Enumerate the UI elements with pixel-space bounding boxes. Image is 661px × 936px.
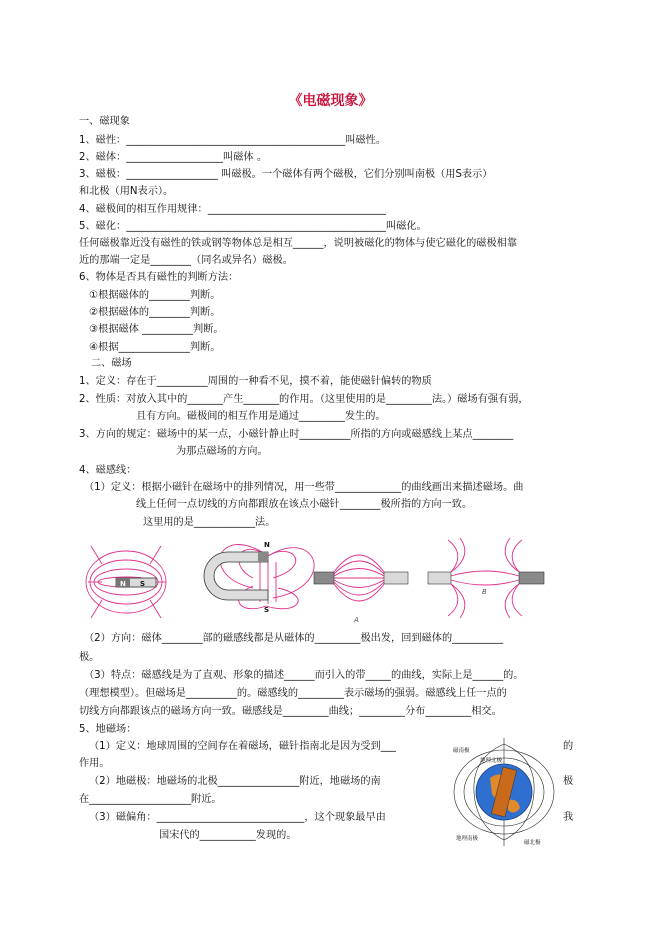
list-item: ①根据磁体的________判断。: [89, 290, 221, 301]
earth-magnetic-field-figure: [452, 738, 557, 846]
bar-n-label: N: [120, 580, 126, 588]
text-line: 近的那端一定是________（同名或异名）磁极。: [79, 255, 293, 266]
text-line: 在____________________附近。: [79, 794, 222, 805]
text-line: 作用。: [79, 758, 110, 769]
unlike-poles-field-lines: [334, 555, 384, 601]
text-line: （1）定义：根据小磁针在磁场中的排列情况，用一些带_____________的曲线画出来描述磁场。曲: [84, 482, 524, 493]
text-line: （理想模型）。但磁场是__________的。磁感线的_________表示磁场的强弱。磁感线上任一点的: [79, 688, 507, 699]
mag-north-label: 磁北极: [524, 840, 541, 846]
text-line: 5、磁化：___________________________________________________叫磁化。: [79, 221, 427, 232]
text-line: 线上任何一点切线的方向都跟放在该点小磁针________极所指的方向一致。: [136, 499, 473, 510]
text-line: 极: [563, 776, 574, 787]
text-line: 国宋代的___________发现的。: [159, 830, 297, 841]
section-heading-earth-field: 5、地磁场：: [79, 724, 137, 735]
text-line: 任何磁极靠近没有磁性的铁或钢等物体总是相互______，说明被磁化的物体与使它磁化的磁极相靠: [79, 238, 518, 249]
text-line: 2、磁体：___________________叫磁体 。: [79, 152, 268, 163]
text-line: 4、磁极间的相互作用规律：___________________________________: [79, 204, 387, 215]
mag-south-label: 磁南极: [453, 748, 470, 754]
text-line: 和北极（用N表示）。: [79, 186, 174, 197]
text-line: （2）地磁极：地磁场的北极________________附近，地磁场的南: [89, 776, 381, 787]
geo-south-label: 地理南极: [456, 836, 479, 842]
text-line: 我: [563, 812, 574, 823]
text-line: （3）磁偏角：_____________________________，这个现象最早由: [89, 812, 386, 823]
text-line: 3、磁极：__________________ 叫磁极。一个磁体有两个磁极，它们分别叫南极（用S表示）: [79, 169, 493, 180]
horseshoe-s-label: S: [264, 606, 270, 614]
text-line: 切线方向都跟该点的磁场方向一致。磁感线是_________曲线；_________分布_________相交。: [79, 706, 502, 717]
text-line: 1、定义：存在于__________周围的一种看不见，摸不着，能使磁针偏转的物质: [79, 376, 432, 387]
section-heading-magnetism: 一、磁现象: [79, 116, 130, 127]
page-title: 《电磁现象》: [288, 93, 373, 109]
point-b-label: B: [482, 588, 487, 596]
section-heading-magnetic-field: 二、磁场: [91, 358, 132, 369]
magnetic-field-figures: [88, 536, 548, 624]
like-poles-field-lines: [448, 538, 522, 618]
point-a-label: A: [354, 616, 359, 624]
text-line: （3）特点：磁感线是为了直观、形象的描述______而引入的带_____的曲线，实际上是______的。: [84, 670, 524, 681]
list-item: ③根据磁体 __________判断。: [89, 324, 224, 335]
text-line: 且有方向。磁极间的相互作用是通过_________发生的。: [136, 411, 386, 422]
geo-north-label: 地理北极: [480, 758, 503, 764]
text-line: （1）定义：地球周围的空间存在着磁场，磁针指南北是因为受到___: [89, 741, 397, 752]
text-line: 1、磁性：___________________________________________叫磁性。: [79, 135, 387, 146]
text-line: 的: [563, 741, 574, 752]
text-line: （2）方向：磁体________部的磁感线都是从磁体的_________极出发，回到磁体的__________: [84, 633, 504, 644]
text-line: 4、磁感线：: [79, 465, 137, 476]
text-line: 6、物体是否具有磁性的判断方法：: [79, 272, 239, 283]
bar-s-label: S: [140, 580, 146, 588]
text-line: 3、方向的规定：磁场中的某一点，小磁针静止时__________所指的方向或磁感线上某点________: [79, 429, 514, 440]
text-line: 2、性质：对放入其中的_______产生_______的作用。（这里使用的是_________法。）磁场有强有弱，: [79, 394, 529, 405]
text-line: 为那点磁场的方向。: [176, 446, 268, 457]
horseshoe-n-label: N: [264, 541, 270, 549]
list-item: ④根据______________判断。: [89, 342, 221, 353]
text-line: 极。: [79, 652, 100, 663]
text-line: 这里用的是____________法。: [143, 517, 276, 528]
list-item: ②根据磁体的________判断。: [89, 307, 221, 318]
